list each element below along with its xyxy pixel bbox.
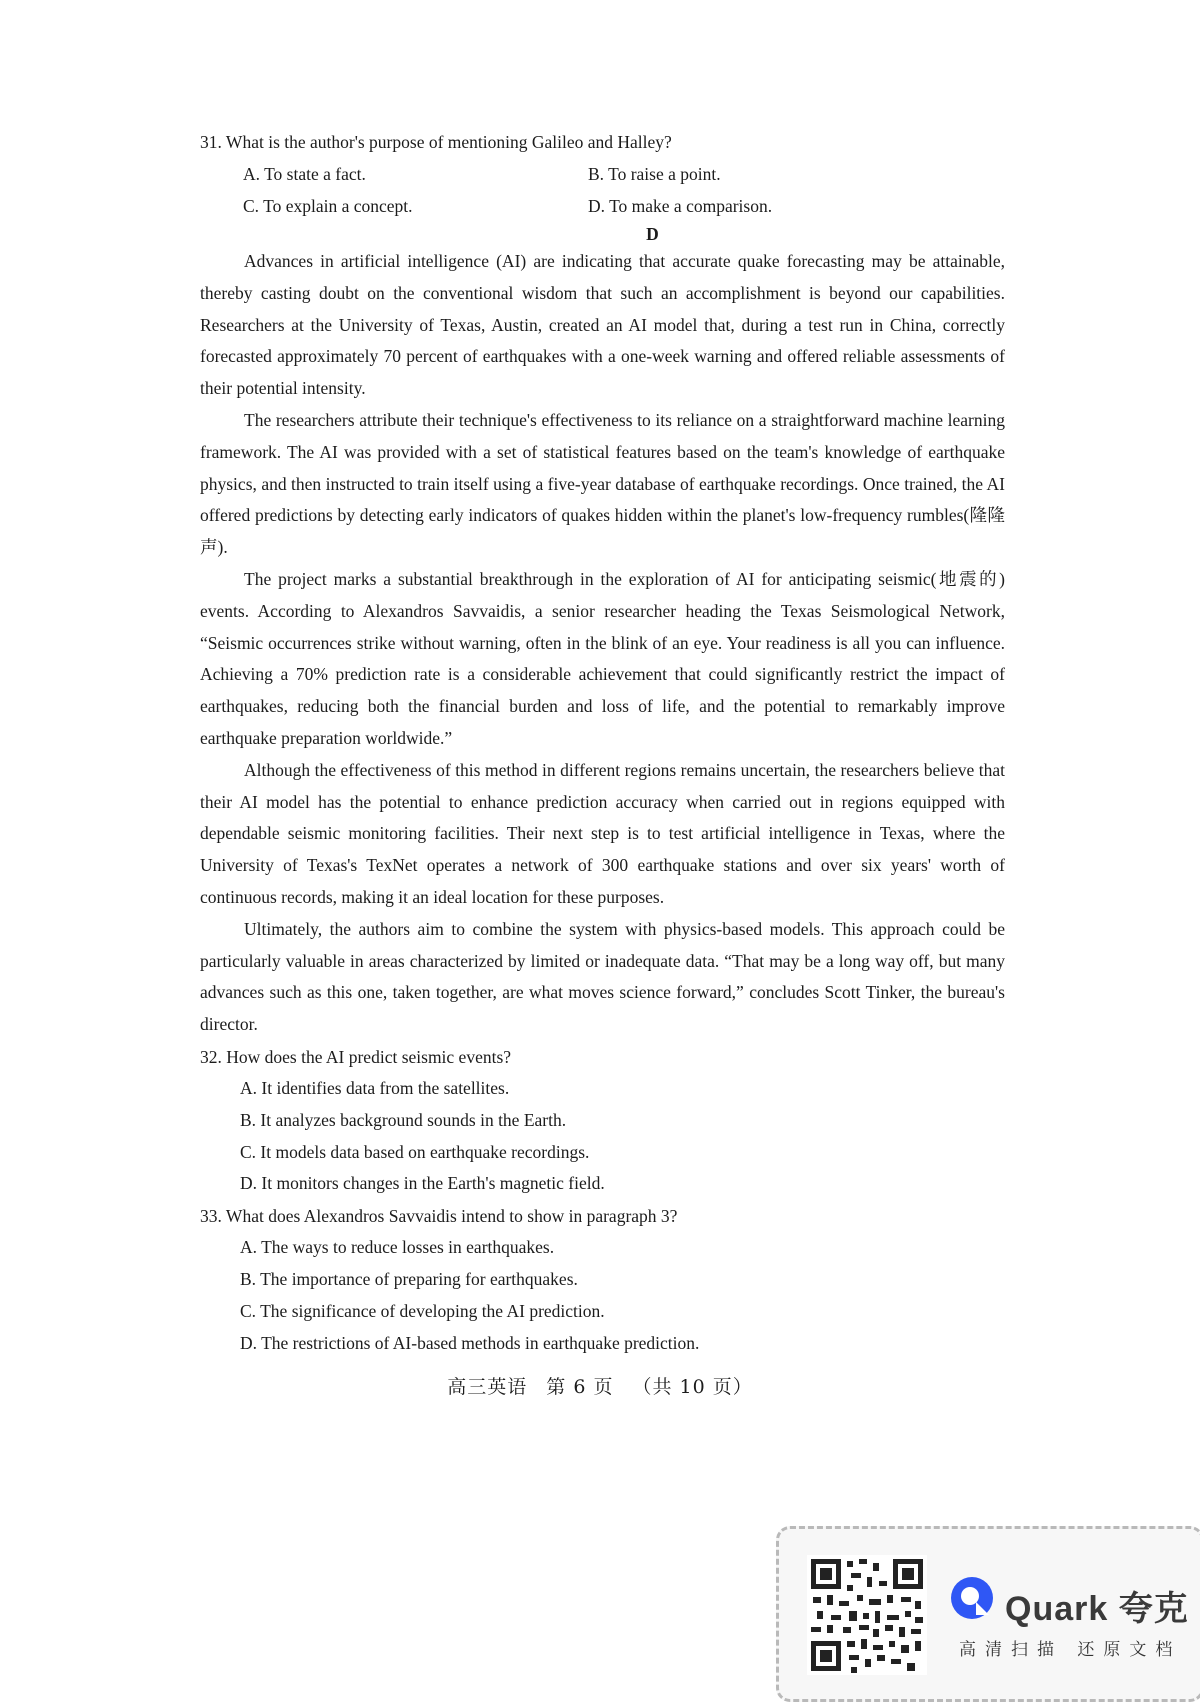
option-d: D. It monitors changes in the Earth's magnetic field.: [240, 1173, 605, 1194]
question-32-stem: 32. How does the AI predict seismic events?: [200, 1046, 512, 1067]
question-33-stem: 33. What does Alexandros Savvaidis intend to show in paragraph 3?: [200, 1206, 678, 1227]
footer-total-pages: （共 10 页）: [632, 1376, 753, 1398]
question-32-options: [200, 1073, 1005, 1200]
footer-page-number: 第 6 页: [546, 1376, 614, 1398]
page-footer: [0, 1372, 1200, 1399]
option-d: D. To make a comparison.: [588, 196, 773, 216]
option-a: A. The ways to reduce losses in earthquakes.: [240, 1237, 555, 1258]
question-31-options: [200, 158, 1005, 222]
passage-paragraph-3: The project marks a substantial breakthrough in the exploration of AI for anticipating seismic(地震的) events. According to Alexandros Savvaidis, a senior researcher heading the Texas Seismological Network, “Seismic occurrences strike without warning, often in the blink of an eye. Your readiness is all you can influence. Achieving a 70% prediction rate is a considerable achievement that could significantly restrict the impact of earthquakes, reducing both the financial burden and loss of life, and the potential to remarkably improve earthquake preparation worldwide.”: [200, 568, 1005, 748]
option-c: C. To explain a concept.: [243, 196, 413, 216]
option-b: B. The importance of preparing for earthquakes.: [240, 1268, 578, 1289]
passage-paragraph-5: Ultimately, the authors aim to combine the system with physics-based models. This approach could be particularly valuable in areas characterized by limited or inadequate data. “That may be a long way off, but many advances such as this one, taken together, are what moves science forward,” concludes Scott Tinker, the bureau's director.: [200, 918, 1005, 1035]
option-d: D. The restrictions of AI-based methods in earthquake prediction.: [240, 1332, 700, 1353]
passage-paragraph-4: Although the effectiveness of this method in different regions remains uncertain, the researchers believe that their AI model has the potential to enhance prediction accuracy when carried out in regions equipped with dependable seismic monitoring facilities. Their next step is to test artificial intelligence in Texas, where the University of Texas's TexNet operates a network of 300 earthquake stations and over six years' worth of continuous records, making it an ideal location for these purposes.: [200, 759, 1005, 907]
question-33-options: [200, 1232, 1005, 1359]
option-b: B. To raise a point.: [588, 164, 721, 184]
passage-paragraph-1: Advances in artificial intelligence (AI) are indicating that accurate quake forecasting may be attainable, thereby casting doubt on the conventional wisdom that such an accomplishment is beyond our capabilities. Researchers at the University of Texas, Austin, created an AI model that, during a test run in China, correctly forecasted approximately 70 percent of earthquakes with a one-week warning and offered reliable assessments of their potential intensity.: [200, 251, 1005, 399]
quark-tagline: 高清扫描 还原文档: [959, 1640, 1182, 1660]
passage-paragraph-2: The researchers attribute their technique's effectiveness to its reliance on a straightforward machine learning framework. The AI was provided with a set of statistical features based on the team's knowledge of earthquake physics, and then instructed to train itself using a five-year database of earthquake recordings. Once trained, the AI offered predictions by detecting early indicators of quakes hidden within the planet's low-frequency rumbles(隆隆声).: [200, 409, 1005, 558]
page-content: [200, 126, 1005, 1359]
quark-logo-icon: [949, 1575, 995, 1621]
option-c: C. The significance of developing the AI prediction.: [240, 1300, 605, 1321]
section-label: D: [646, 224, 659, 244]
option-a: A. To state a fact.: [243, 164, 366, 184]
option-c: C. It models data based on earthquake recordings.: [240, 1141, 590, 1162]
option-a: A. It identifies data from the satellites.: [240, 1077, 510, 1098]
qr-code-icon: [807, 1555, 927, 1675]
quark-brand-name: Quark 夸克: [1005, 1590, 1189, 1628]
quark-watermark: [776, 1526, 1200, 1702]
footer-subject: 高三英语: [447, 1376, 528, 1398]
question-31-stem: 31. What is the author's purpose of mentioning Galileo and Halley?: [200, 132, 672, 152]
option-b: B. It analyzes background sounds in the Earth.: [240, 1109, 567, 1130]
